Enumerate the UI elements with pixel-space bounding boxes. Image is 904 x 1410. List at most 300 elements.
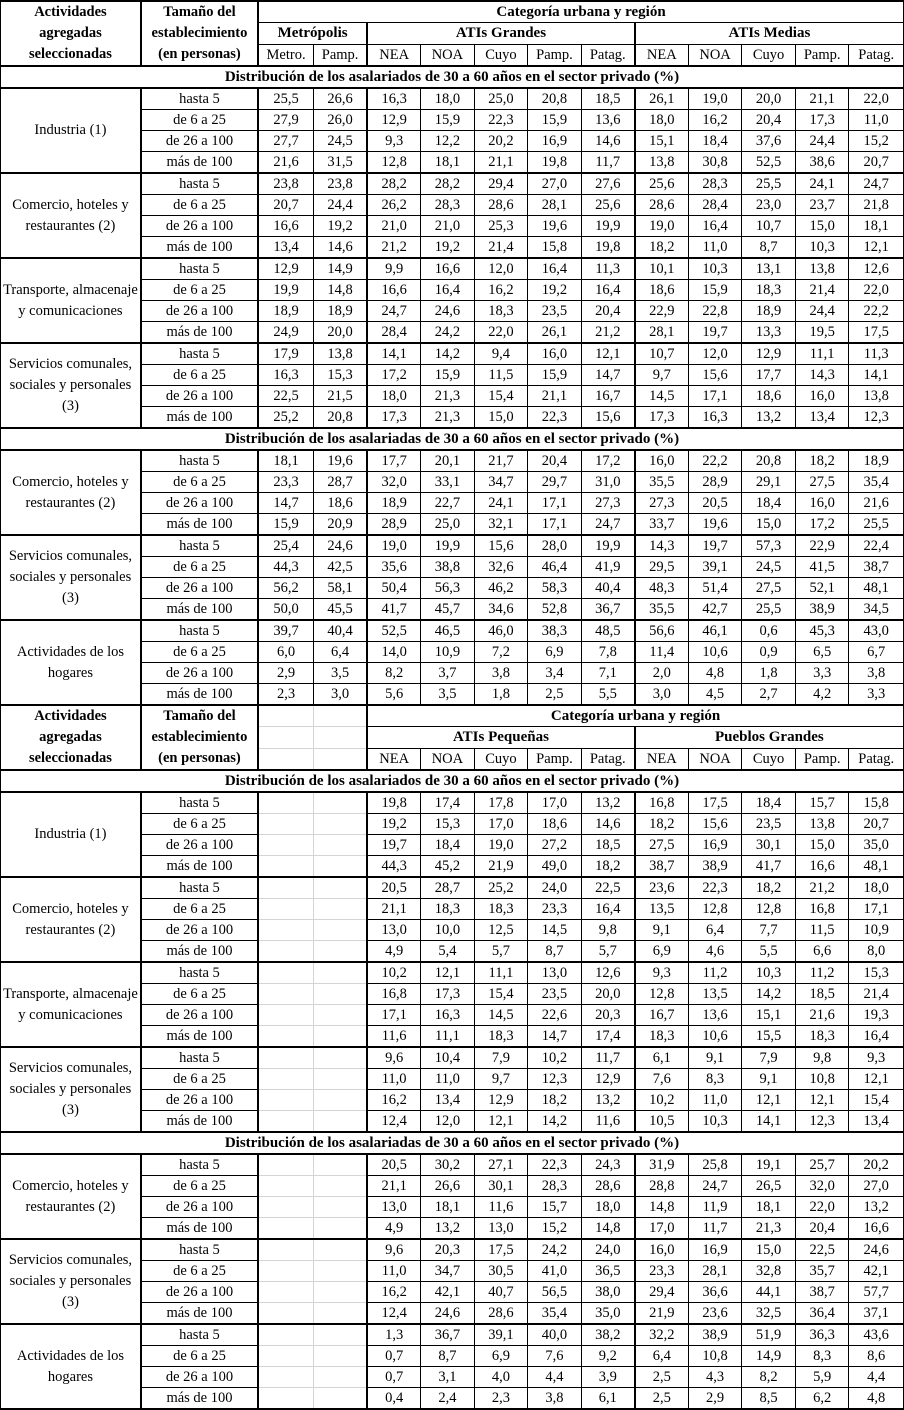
value-cell: 18,4 (742, 493, 796, 514)
value-cell: 38,7 (849, 557, 904, 578)
value-cell: 11,0 (688, 237, 742, 259)
value-cell: 26,0 (314, 110, 368, 131)
column-header-size (141, 1, 258, 66)
value-cell: 11,5 (795, 920, 849, 941)
value-cell: 4,9 (367, 1218, 421, 1240)
value-cell: 12,0 (688, 343, 742, 365)
value-cell: 21,4 (474, 237, 528, 259)
value-cell: 38,9 (688, 1324, 742, 1346)
value-cell: 20,9 (314, 514, 368, 536)
empty-cell (314, 1367, 368, 1388)
value-cell: 28,2 (367, 173, 421, 195)
value-cell: 30,5 (474, 1261, 528, 1282)
size-label: hasta 5 (141, 1324, 258, 1346)
value-cell: 1,3 (367, 1324, 421, 1346)
value-cell: 18,1 (742, 1197, 796, 1218)
value-cell: 36,4 (795, 1303, 849, 1325)
value-cell: 23,3 (258, 472, 314, 493)
table-row (1, 1324, 904, 1346)
value-cell: 13,8 (795, 814, 849, 835)
size-label: hasta 5 (141, 535, 258, 557)
column-header-region: NEA (367, 748, 421, 770)
value-cell: 28,3 (688, 173, 742, 195)
value-cell: 14,3 (635, 535, 689, 557)
value-cell: 12,9 (258, 258, 314, 280)
activity-label: Actividades de los hogares (1, 1324, 141, 1409)
activity-label: Servicios comunales, sociales y personales (3) (1, 1047, 141, 1132)
value-cell: 23,5 (528, 984, 582, 1005)
value-cell: 32,2 (635, 1324, 689, 1346)
value-cell: 18,2 (581, 856, 635, 878)
size-label: de 26 a 100 (141, 920, 258, 941)
value-cell: 16,6 (367, 280, 421, 301)
value-cell: 27,3 (581, 493, 635, 514)
size-label: más de 100 (141, 1026, 258, 1048)
size-label: de 6 a 25 (141, 280, 258, 301)
value-cell: 19,1 (742, 1154, 796, 1176)
size-label: hasta 5 (141, 1047, 258, 1069)
value-cell: 22,2 (688, 450, 742, 472)
value-cell: 20,4 (742, 110, 796, 131)
value-cell: 32,6 (474, 557, 528, 578)
value-cell: 39,1 (474, 1324, 528, 1346)
value-cell: 27,0 (528, 173, 582, 195)
value-cell: 17,1 (367, 1005, 421, 1026)
empty-cell (258, 1303, 314, 1325)
value-cell: 20,0 (742, 88, 796, 110)
size-label: hasta 5 (141, 962, 258, 984)
value-cell: 58,1 (314, 578, 368, 599)
value-cell: 8,7 (421, 1346, 475, 1367)
value-cell: 13,6 (581, 110, 635, 131)
value-cell: 11,0 (421, 1069, 475, 1090)
value-cell: 26,2 (367, 195, 421, 216)
value-cell: 13,2 (849, 1197, 904, 1218)
value-cell: 12,3 (795, 1111, 849, 1133)
value-cell: 3,8 (474, 663, 528, 684)
value-cell: 19,8 (367, 792, 421, 814)
value-cell: 51,9 (742, 1324, 796, 1346)
value-cell: 36,7 (581, 599, 635, 621)
value-cell: 22,3 (688, 877, 742, 899)
empty-cell (314, 1176, 368, 1197)
empty-cell (314, 1026, 368, 1048)
value-cell: 16,6 (421, 258, 475, 280)
value-cell: 14,5 (635, 386, 689, 407)
value-cell: 11,0 (367, 1261, 421, 1282)
value-cell: 10,1 (635, 258, 689, 280)
value-cell: 11,0 (849, 110, 904, 131)
value-cell: 17,2 (367, 365, 421, 386)
value-cell: 17,4 (421, 792, 475, 814)
value-cell: 7,6 (635, 1069, 689, 1090)
value-cell: 2,3 (258, 684, 314, 706)
value-cell: 21,9 (474, 856, 528, 878)
value-cell: 10,6 (688, 642, 742, 663)
size-label: hasta 5 (141, 1239, 258, 1261)
value-cell: 9,9 (367, 258, 421, 280)
value-cell: 21,3 (742, 1218, 796, 1240)
value-cell: 12,9 (474, 1090, 528, 1111)
size-label: de 6 a 25 (141, 472, 258, 493)
value-cell: 15,3 (421, 814, 475, 835)
value-cell: 18,0 (849, 877, 904, 899)
value-cell: 27,7 (258, 131, 314, 152)
empty-cell (258, 1346, 314, 1367)
empty-cell (314, 962, 368, 984)
empty-cell (314, 877, 368, 899)
column-header-activity (1, 1, 141, 66)
value-cell: 4,8 (849, 1388, 904, 1410)
value-cell: 16,4 (581, 899, 635, 920)
value-cell: 18,3 (635, 1026, 689, 1048)
empty-cell (258, 1090, 314, 1111)
value-cell: 16,2 (367, 1090, 421, 1111)
table-row (1, 450, 904, 472)
empty-cell (258, 1154, 314, 1176)
value-cell: 6,4 (314, 642, 368, 663)
value-cell: 38,7 (795, 1282, 849, 1303)
value-cell: 23,8 (258, 173, 314, 195)
section-title-row (1, 66, 904, 88)
value-cell: 15,9 (688, 280, 742, 301)
value-cell: 19,0 (367, 535, 421, 557)
value-cell: 46,2 (474, 578, 528, 599)
value-cell: 9,8 (795, 1047, 849, 1069)
column-header-region: Patag. (581, 748, 635, 770)
value-cell: 38,9 (795, 599, 849, 621)
value-cell: 16,8 (795, 899, 849, 920)
value-cell: 0,4 (367, 1388, 421, 1410)
value-cell: 11,2 (688, 962, 742, 984)
value-cell: 10,2 (367, 962, 421, 984)
value-cell: 16,7 (581, 386, 635, 407)
value-cell: 7,9 (742, 1047, 796, 1069)
value-cell: 14,8 (314, 280, 368, 301)
value-cell: 52,1 (795, 578, 849, 599)
value-cell: 28,2 (421, 173, 475, 195)
table-row (1, 258, 904, 280)
value-cell: 24,0 (581, 1239, 635, 1261)
value-cell: 24,7 (581, 514, 635, 536)
header-line: Tamaño del (163, 4, 236, 20)
value-cell: 13,2 (581, 792, 635, 814)
activity-label: Servicios comunales, sociales y personales (3) (1, 1239, 141, 1324)
empty-cell (314, 1197, 368, 1218)
value-cell: 50,0 (258, 599, 314, 621)
size-label: más de 100 (141, 322, 258, 344)
value-cell: 17,1 (528, 514, 582, 536)
value-cell: 21,2 (795, 877, 849, 899)
value-cell: 26,6 (421, 1176, 475, 1197)
value-cell: 2,0 (635, 663, 689, 684)
value-cell: 11,7 (581, 1047, 635, 1069)
value-cell: 21,4 (849, 984, 904, 1005)
value-cell: 31,0 (581, 472, 635, 493)
size-label: más de 100 (141, 1218, 258, 1240)
value-cell: 21,1 (474, 152, 528, 174)
value-cell: 18,3 (742, 280, 796, 301)
table-row (1, 1239, 904, 1261)
value-cell: 18,9 (258, 301, 314, 322)
value-cell: 15,8 (528, 237, 582, 259)
value-cell: 21,4 (795, 280, 849, 301)
header-line: agregadas (39, 729, 102, 745)
value-cell: 35,6 (367, 557, 421, 578)
value-cell: 18,6 (635, 280, 689, 301)
value-cell: 22,8 (688, 301, 742, 322)
value-cell: 18,9 (849, 450, 904, 472)
value-cell: 40,7 (474, 1282, 528, 1303)
value-cell: 28,9 (688, 472, 742, 493)
value-cell: 28,1 (688, 1261, 742, 1282)
value-cell: 3,9 (581, 1367, 635, 1388)
value-cell: 15,0 (474, 407, 528, 429)
value-cell: 16,8 (367, 984, 421, 1005)
value-cell: 33,7 (635, 514, 689, 536)
value-cell: 17,7 (367, 450, 421, 472)
value-cell: 14,5 (474, 1005, 528, 1026)
value-cell: 21,0 (421, 216, 475, 237)
table-row (1, 535, 904, 557)
activity-label: Servicios comunales, sociales y personales (3) (1, 535, 141, 620)
value-cell: 3,5 (314, 663, 368, 684)
header-row-1 (1, 705, 904, 727)
activity-label: Comercio, hoteles y restaurantes (2) (1, 877, 141, 962)
column-header-region: Pamp. (528, 44, 582, 66)
column-header-region: Patag. (581, 44, 635, 66)
value-cell: 13,5 (688, 984, 742, 1005)
value-cell: 10,8 (688, 1346, 742, 1367)
value-cell: 45,2 (421, 856, 475, 878)
value-cell: 12,0 (421, 1111, 475, 1133)
value-cell: 28,7 (421, 877, 475, 899)
value-cell: 27,3 (635, 493, 689, 514)
value-cell: 15,9 (528, 110, 582, 131)
size-label: hasta 5 (141, 88, 258, 110)
size-label: de 6 a 25 (141, 642, 258, 663)
value-cell: 38,8 (421, 557, 475, 578)
section-title-row (1, 1132, 904, 1154)
empty-cell (314, 1324, 368, 1346)
value-cell: 10,5 (635, 1111, 689, 1133)
value-cell: 9,7 (474, 1069, 528, 1090)
size-label: más de 100 (141, 1111, 258, 1133)
value-cell: 2,9 (688, 1388, 742, 1410)
value-cell: 3,3 (795, 663, 849, 684)
value-cell: 7,8 (581, 642, 635, 663)
size-label: más de 100 (141, 237, 258, 259)
value-cell: 23,8 (314, 173, 368, 195)
value-cell: 27,5 (742, 578, 796, 599)
section-title-row (1, 770, 904, 792)
value-cell: 18,6 (742, 386, 796, 407)
value-cell: 12,1 (474, 1111, 528, 1133)
activity-label: Actividades de los hogares (1, 620, 141, 705)
value-cell: 13,8 (314, 343, 368, 365)
header-line: Actividades (34, 708, 107, 724)
value-cell: 6,1 (581, 1388, 635, 1410)
value-cell: 18,6 (314, 493, 368, 514)
value-cell: 25,6 (635, 173, 689, 195)
value-cell: 14,5 (528, 920, 582, 941)
header-line: seleccionadas (28, 750, 112, 766)
value-cell: 11,9 (688, 1197, 742, 1218)
size-label: de 26 a 100 (141, 835, 258, 856)
value-cell: 20,1 (421, 450, 475, 472)
table-row (1, 1154, 904, 1176)
value-cell: 43,6 (849, 1324, 904, 1346)
value-cell: 8,7 (528, 941, 582, 963)
value-cell: 21,1 (795, 88, 849, 110)
value-cell: 15,9 (421, 110, 475, 131)
value-cell: 20,8 (314, 407, 368, 429)
value-cell: 23,5 (528, 301, 582, 322)
empty-cell (258, 1047, 314, 1069)
empty-cell (258, 856, 314, 878)
value-cell: 13,2 (742, 407, 796, 429)
value-cell: 25,0 (421, 514, 475, 536)
value-cell: 17,3 (367, 407, 421, 429)
value-cell: 26,1 (635, 88, 689, 110)
value-cell: 21,8 (849, 195, 904, 216)
value-cell: 1,8 (742, 663, 796, 684)
value-cell: 44,3 (367, 856, 421, 878)
value-cell: 12,1 (742, 1090, 796, 1111)
value-cell: 12,8 (635, 984, 689, 1005)
empty-cell (258, 1111, 314, 1133)
value-cell: 13,8 (849, 386, 904, 407)
value-cell: 6,9 (474, 1346, 528, 1367)
column-header-region: NOA (688, 748, 742, 770)
value-cell: 8,2 (367, 663, 421, 684)
size-label: más de 100 (141, 1388, 258, 1410)
value-cell: 23,3 (635, 1261, 689, 1282)
size-label: de 6 a 25 (141, 1069, 258, 1090)
value-cell: 18,6 (528, 814, 582, 835)
value-cell: 17,5 (849, 322, 904, 344)
size-label: hasta 5 (141, 792, 258, 814)
size-label: de 26 a 100 (141, 1282, 258, 1303)
value-cell: 6,9 (528, 642, 582, 663)
value-cell: 24,3 (581, 1154, 635, 1176)
value-cell: 15,0 (742, 514, 796, 536)
size-label: de 26 a 100 (141, 301, 258, 322)
value-cell: 9,6 (367, 1239, 421, 1261)
value-cell: 24,5 (742, 557, 796, 578)
table-row (1, 173, 904, 195)
value-cell: 12,6 (849, 258, 904, 280)
value-cell: 24,4 (314, 195, 368, 216)
value-cell: 15,6 (688, 814, 742, 835)
value-cell: 20,7 (258, 195, 314, 216)
value-cell: 19,6 (528, 216, 582, 237)
size-label: de 26 a 100 (141, 131, 258, 152)
value-cell: 12,4 (367, 1111, 421, 1133)
value-cell: 18,1 (421, 1197, 475, 1218)
empty-cell (258, 835, 314, 856)
value-cell: 16,3 (421, 1005, 475, 1026)
empty-cell (258, 899, 314, 920)
value-cell: 8,6 (849, 1346, 904, 1367)
value-cell: 15,9 (528, 365, 582, 386)
value-cell: 20,7 (849, 152, 904, 174)
value-cell: 24,4 (795, 301, 849, 322)
value-cell: 12,3 (528, 1069, 582, 1090)
value-cell: 22,2 (849, 301, 904, 322)
value-cell: 22,5 (258, 386, 314, 407)
value-cell: 16,0 (635, 450, 689, 472)
value-cell: 25,8 (688, 1154, 742, 1176)
value-cell: 14,7 (528, 1026, 582, 1048)
empty-cell (314, 1346, 368, 1367)
size-label: de 6 a 25 (141, 557, 258, 578)
value-cell: 18,2 (742, 877, 796, 899)
activity-label: Transporte, almacenaje y comunicaciones (1, 962, 141, 1047)
group-header-a: ATIs Pequeñas (367, 727, 635, 748)
value-cell: 17,3 (795, 110, 849, 131)
value-cell: 18,9 (367, 493, 421, 514)
value-cell: 20,4 (581, 301, 635, 322)
empty-cell (258, 1282, 314, 1303)
value-cell: 21,1 (528, 386, 582, 407)
value-cell: 56,6 (635, 620, 689, 642)
empty-cell (314, 814, 368, 835)
empty-cell (314, 1218, 368, 1240)
value-cell: 36,3 (795, 1324, 849, 1346)
activity-label: Comercio, hoteles y restaurantes (2) (1, 1154, 141, 1239)
value-cell: 42,1 (421, 1282, 475, 1303)
empty-cell (258, 1261, 314, 1282)
value-cell: 21,5 (314, 386, 368, 407)
value-cell: 57,7 (849, 1282, 904, 1303)
value-cell: 45,3 (795, 620, 849, 642)
value-cell: 52,8 (528, 599, 582, 621)
value-cell: 16,9 (688, 1239, 742, 1261)
value-cell: 15,1 (742, 1005, 796, 1026)
value-cell: 8,3 (795, 1346, 849, 1367)
value-cell: 11,0 (367, 1069, 421, 1090)
group-header-a: ATIs Grandes (367, 23, 635, 44)
value-cell: 7,7 (742, 920, 796, 941)
value-cell: 12,1 (849, 1069, 904, 1090)
value-cell: 21,6 (258, 152, 314, 174)
value-cell: 2,5 (635, 1367, 689, 1388)
value-cell: 21,1 (367, 899, 421, 920)
value-cell: 0,9 (742, 642, 796, 663)
value-cell: 12,9 (367, 110, 421, 131)
value-cell: 20,0 (314, 322, 368, 344)
value-cell: 22,3 (528, 407, 582, 429)
value-cell: 52,5 (367, 620, 421, 642)
value-cell: 22,0 (795, 1197, 849, 1218)
value-cell: 15,6 (581, 407, 635, 429)
empty-cell (258, 727, 314, 748)
value-cell: 30,8 (688, 152, 742, 174)
value-cell: 30,1 (742, 835, 796, 856)
value-cell: 40,4 (314, 620, 368, 642)
value-cell: 26,1 (528, 322, 582, 344)
value-cell: 18,5 (795, 984, 849, 1005)
column-header-region: Pamp. (528, 748, 582, 770)
value-cell: 20,5 (367, 877, 421, 899)
value-cell: 4,0 (474, 1367, 528, 1388)
size-label: más de 100 (141, 152, 258, 174)
value-cell: 13,4 (258, 237, 314, 259)
value-cell: 17,4 (581, 1026, 635, 1048)
value-cell: 21,2 (581, 322, 635, 344)
empty-cell (314, 920, 368, 941)
